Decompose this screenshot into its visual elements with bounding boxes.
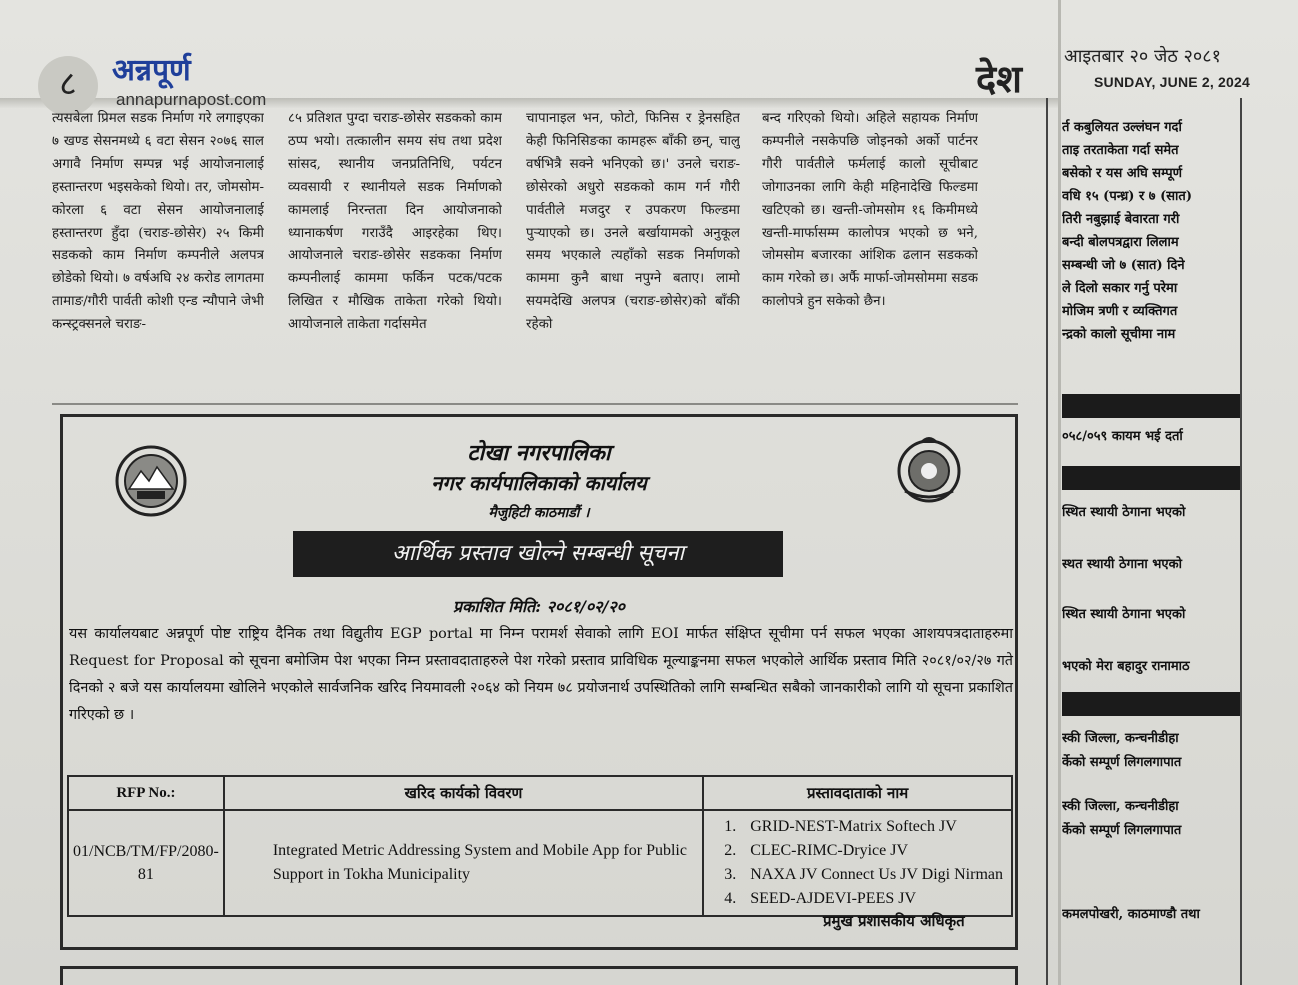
org-name: टोखा नगरपालिका: [467, 440, 611, 466]
strip-item: स्की जिल्ला, कन्चनीडीहा: [1062, 731, 1179, 746]
bidder-name: GRID-NEST-Matrix Softech JV: [750, 818, 957, 835]
office-location: मैजुहिटी काठमाडौं ।: [488, 505, 590, 521]
list-item: [724, 839, 1003, 863]
strip-line: वधि १५ (पन्ध्र) र ७ (सात): [1062, 189, 1192, 204]
article-column-4: [762, 108, 978, 398]
list-item: [724, 887, 1003, 911]
strip-item: कमलपोखरी, काठमाण्डौ तथा: [1062, 907, 1200, 922]
article-text: चापानाइल भन, फोटो, फिनिस र ड्रेनसहित केही फिनिसिङका कामहरू बाँकी छन्, चालु वर्षभित्रै सक्ने भनिएको छ।' उनले चराङ-छोसेरको अधुरो सडकको काम गर्न गौरी पार्वतीले मजदुर र उपकरण फिल्डमा पुऱ्याएको छ। उनले बर्खायामको अनुकूल समय भएकाले त्यहाँको सडक निर्माणको काममा कुनै बाधा नपुग्ने बताए। लामो सयमदेखि अलपत्र (चराङ-छोसेर)को बाँकी रहेको: [526, 111, 740, 333]
bidder-cell: [703, 810, 1012, 916]
header-description: खरिद कार्यको विवरण: [224, 776, 703, 810]
table-row: [68, 810, 1012, 916]
section-name: देश: [976, 56, 1023, 101]
strip-line: न्द्रको कालो सूचीमा नाम: [1062, 327, 1176, 342]
list-item: [724, 815, 1003, 839]
strip-line: सम्बन्धी जो ७ (सात) दिने: [1062, 258, 1185, 273]
rfp-number: 01/NCB/TM/FP/2080-81: [68, 810, 224, 916]
article-text: ८५ प्रतिशत पुग्दा चराङ-छोसेर सडकको काम ठप्प भयो। तत्कालीन समय संघ तथा प्रदेश सांसद, स्थानीय जनप्रतिनिधि, पर्यटन व्यवसायी र स्थानीयले सडक निर्माणको कामलाई निरन्तता दिन आयोजनाको ध्यानाकर्षण गराउँदै आइरहेका थिए। आयोजनाले चराङ-छोसेर सडकका निर्माण कम्पनीलाई काममा फर्किन पटक/पटक लिखित र मौखिक ताकेता गरेको थियो। आयोजनाले ताकेता गर्दासमेत: [288, 111, 502, 333]
strip-line: बन्दी बोलपत्रद्वारा लिलाम: [1062, 235, 1179, 250]
strip-black-bar: [1062, 466, 1240, 490]
bidder-number: 3.: [724, 866, 737, 883]
signatory: प्रमुख प्रशासकीय अधिकृत: [823, 912, 965, 930]
brand-url: annapurnapost.com: [116, 90, 267, 109]
strip-item: स्की जिल्ला, कन्चनीडीहा: [1062, 799, 1179, 814]
strip-item: भएको मेरा बहादुर रानामाठ: [1062, 659, 1190, 674]
strip-line: ताइ तरताकेता गर्दा समेत: [1062, 143, 1179, 158]
article-column-2: [288, 108, 502, 398]
right-strip-notice: [1062, 116, 1240, 346]
header-rfp-no: RFP No.:: [68, 776, 224, 810]
brand-logo-text: अन्नपूर्ण: [112, 53, 191, 88]
strip-item: र्केको सम्पूर्ण लिगलगापात: [1062, 755, 1182, 770]
tender-notice: [60, 414, 1018, 950]
bidder-name: CLEC-RIMC-Dryice JV: [750, 842, 909, 859]
fold-line: [1058, 0, 1061, 985]
notice-body: यस कार्यालयबाट अन्नपूर्ण पोष्ट राष्ट्रिय दैनिक तथा विद्युतीय EGP portal मा निम्न परामर्श सेवाको लागि EOI मार्फत संक्षिप्त सूचीमा पर्न सफल भएका आशयपत्रदाताहरुमा Request for Proposal को सूचना बमोजिम पेश भएका निम्न प्रस्तावदाताहरुले पेश गरेको प्रस्ताव प्राविधिक मूल्याङ्कनमा सफल भएकोले आर्थिक प्रस्ताव मिति २०८१/०२/२७ गते दिनको २ बजे यस कार्यालयमा खोलिने भएकोले सार्वजनिक खरिद नियमावली २०६४ को नियम ७८ प्रयोजनार्थ उपस्थितिको लागि सम्बन्धित सबैको जानकारीको लागि यो सूचना प्रकाशित गरिएको छ ।: [69, 626, 1013, 723]
strip-line: र्त कबुलियत उल्लंघन गर्दा: [1062, 120, 1182, 135]
bidder-list: [704, 811, 1011, 915]
strip-item: र्केको सम्पूर्ण लिगलगापात: [1062, 823, 1182, 838]
bidder-name: SEED-AJDEVI-PEES JV: [750, 890, 917, 907]
strip-line: ले दिलो सकार गर्नु परेमा: [1062, 281, 1178, 296]
bidder-number: 1.: [724, 818, 737, 835]
article-divider: [52, 403, 1018, 405]
strip-line: बसेको र यस अघि सम्पूर्ण: [1062, 166, 1183, 181]
strip-line: तिरी नबुझाई बेवारता गरी: [1062, 212, 1180, 227]
table-header-row: [68, 776, 1012, 810]
strip-black-bar: [1062, 394, 1240, 418]
strip-item: स्थित स्थायी ठेगाना भएको: [1062, 505, 1186, 520]
rfp-table: [67, 775, 1013, 917]
date-english: SUNDAY, JUNE 2, 2024: [1094, 74, 1251, 90]
bidder-name: NAXA JV Connect Us JV Digi Nirman: [750, 866, 1003, 883]
list-item: [724, 863, 1003, 887]
strip-black-bar: [1062, 692, 1240, 716]
next-advert-box: [60, 966, 1018, 985]
publish-date: प्रकाशित मिति: २०८१/०२/२०: [453, 597, 625, 616]
article-text: बन्द गरिएको थियो। अहिले सहायक निर्माण कम्पनीले नसकेपछि जोइनको अर्को पार्टनर गौरी पार्वतीले फर्मलाई कालो सूचीबाट जोगाउनका लागि केही महिनादेखि फिल्डमा खटिएको छ। खन्ती-जोमसोम १६ किमीमध्ये खन्ती-मार्फासम्म कालोपत्र भएको छ भने, जोमसोम बजारका आंशिक ढलान सडकको काम गरेको छ। अर्फै मार्फा-जोमसोममा सडक कालोपत्रे हुन सकेको छैन।: [762, 111, 978, 310]
strip-item: ०५८/०५९ कायम भई दर्ता: [1062, 429, 1183, 444]
strip-line: मोजिम त्रणी र व्यक्तिगत: [1062, 304, 1178, 319]
strip-border: [1240, 98, 1242, 985]
office-name: नगर कार्यपालिकाको कार्यालय: [431, 471, 647, 495]
strip-item: स्थत स्थायी ठेगाना भएको: [1062, 557, 1182, 572]
page-number: ८: [38, 56, 98, 116]
date-nepali: आइतबार २० जेठ २०८१: [1064, 46, 1221, 67]
article-column-1: [52, 108, 264, 398]
bidder-number: 4.: [724, 890, 737, 907]
procurement-description: Integrated Metric Addressing System and Mobile App for Public Support in Tokha Municipality: [224, 810, 703, 916]
article-text: त्यसबेला प्रिमल सडक निर्माण गरे लगाइएका ७ खण्ड सेसनमध्ये ६ वटा सेसन २०७६ साल अगावै निर्माण सम्पन्न भई आयोजनालाई हस्तान्तरण भइसकेको थियो। तर, जोमसोम-कोरला ६ वटा सेसन आयोजनालाई हस्तान्तरण हुँदा (चराङ-छोसेर) २५ किमी सडकको काम निर्माण कम्पनीले अलपत्र छोडेको थियो। ७ वर्षअघि २४ करोड लागतमा तामाङ/गौरी पार्वती कोशी एन्ड न्यौपाने जेभी कन्स्ट्रक्सनले चराङ-: [52, 111, 264, 333]
article-column-3: [526, 108, 740, 398]
notice-banner: आर्थिक प्रस्ताव खोल्ने सम्बन्धी सूचना: [293, 531, 783, 577]
strip-item: स्थित स्थायी ठेगाना भएको: [1062, 607, 1186, 622]
strip-border: [1046, 98, 1048, 985]
header-bidder-name: प्रस्तावदाताको नाम: [703, 776, 1012, 810]
bidder-number: 2.: [724, 842, 737, 859]
